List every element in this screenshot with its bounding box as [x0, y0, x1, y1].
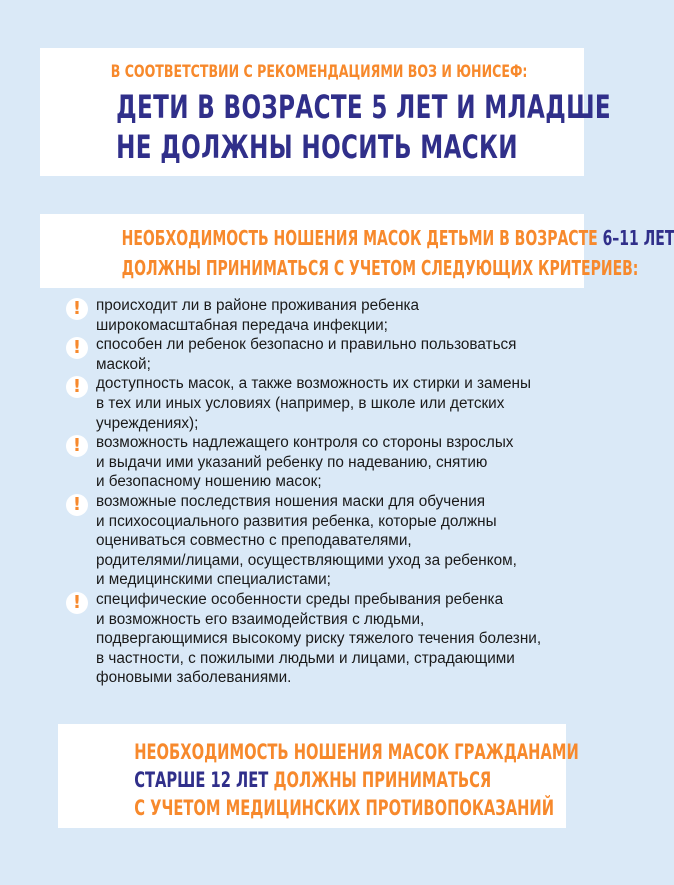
list-item-line: учреждениях); — [96, 414, 199, 432]
list-item-line: возможность надлежащего контроля со стороны взрослых — [96, 434, 514, 452]
criteria-list — [65, 296, 565, 688]
top-notice-box — [40, 48, 612, 176]
criteria-header-box — [40, 214, 674, 288]
criteria-header-line2: ДОЛЖНЫ ПРИНИМАТЬСЯ С УЧЕТОМ СЛЕДУЮЩИХ КРИТЕРИЕВ: — [121, 256, 639, 280]
exclamation-icon: ! — [66, 592, 88, 614]
list-item-line: родителями/лицами, осуществляющими уход за ребенком, — [96, 551, 517, 569]
list-item-line: специфические особенности среды пребывания ребенка — [96, 590, 504, 608]
bottom-notice-line3: С УЧЕТОМ МЕДИЦИНСКИХ ПРОТИВОПОКАЗАНИЙ — [134, 796, 555, 820]
list-item-text — [96, 492, 565, 590]
bottom-notice-box — [58, 724, 579, 828]
list-item-line: подвергающимися высокому риску тяжелого течения болезни, — [96, 630, 542, 648]
list-item — [65, 433, 565, 492]
list-item-line: доступность масок, а также возможность их стирки и замены — [96, 375, 531, 393]
list-item-line: широкомасштабная передача инфекции; — [96, 316, 388, 334]
list-item-line: и психосоциального развития ребенка, которые должны — [96, 512, 497, 530]
list-item-line: происходит ли в районе проживания ребенка — [96, 297, 420, 314]
list-item-text — [96, 374, 565, 433]
criteria-header-prefix: НЕОБХОДИМОСТЬ НОШЕНИЯ МАСОК ДЕТЬМИ В ВОЗРАСТЕ — [121, 226, 603, 250]
list-item-text — [96, 335, 565, 374]
top-notice-headline-line1: ДЕТИ В ВОЗРАСТЕ 5 ЛЕТ И МЛАДШЕ — [116, 88, 612, 126]
list-item — [65, 590, 565, 688]
bottom-notice-line2-rest: ДОЛЖНЫ ПРИНИМАТЬСЯ — [268, 768, 492, 792]
list-item — [65, 335, 565, 374]
list-item — [65, 492, 565, 590]
bottom-notice-age: СТАРШЕ 12 ЛЕТ — [134, 768, 269, 792]
list-item-text — [96, 590, 565, 688]
list-item — [65, 296, 565, 335]
criteria-header-line1 — [121, 226, 674, 250]
list-item-line: способен ли ребенок безопасно и правильно пользоваться — [96, 336, 517, 354]
exclamation-icon: ! — [66, 494, 88, 516]
list-item-line: и безопасному ношению масок; — [96, 473, 322, 491]
list-item-line: маской; — [96, 355, 151, 373]
list-item-line: в частности, с пожилыми людьми и лицами, страдающими — [96, 649, 515, 667]
list-item-line: и возможность его взаимодействия с людьми, — [96, 610, 425, 628]
list-item-line: и выдачи ими указаний ребенку по надеванию, снятию — [96, 453, 488, 471]
list-item-line: оцениваться совместно с преподавателями, — [96, 532, 412, 550]
criteria-header-age: 6–11 ЛЕТ — [602, 226, 674, 250]
exclamation-icon: ! — [66, 337, 88, 359]
list-item-line: возможные последствия ношения маски для обучения — [96, 492, 486, 510]
bottom-notice-line1: НЕОБХОДИМОСТЬ НОШЕНИЯ МАСОК ГРАЖДАНАМИ — [134, 740, 579, 764]
exclamation-icon: ! — [66, 298, 88, 320]
exclamation-icon: ! — [66, 435, 88, 457]
bottom-notice-line2 — [134, 768, 490, 792]
list-item — [65, 374, 565, 433]
list-item-line: и медицинскими специалистами; — [96, 571, 331, 589]
exclamation-icon: ! — [66, 376, 88, 398]
top-notice-source: В СООТВЕТСТВИИ С РЕКОМЕНДАЦИЯМИ ВОЗ И ЮНИСЕФ: — [110, 62, 528, 82]
list-item-text — [96, 296, 565, 335]
list-item-text — [96, 433, 565, 492]
list-item-line: фоновыми заболеваниями. — [96, 669, 292, 687]
top-notice-headline-line2: НЕ ДОЛЖНЫ НОСИТЬ МАСКИ — [116, 128, 518, 166]
list-item-line: в тех или иных условиях (например, в школе или детских — [96, 394, 505, 412]
